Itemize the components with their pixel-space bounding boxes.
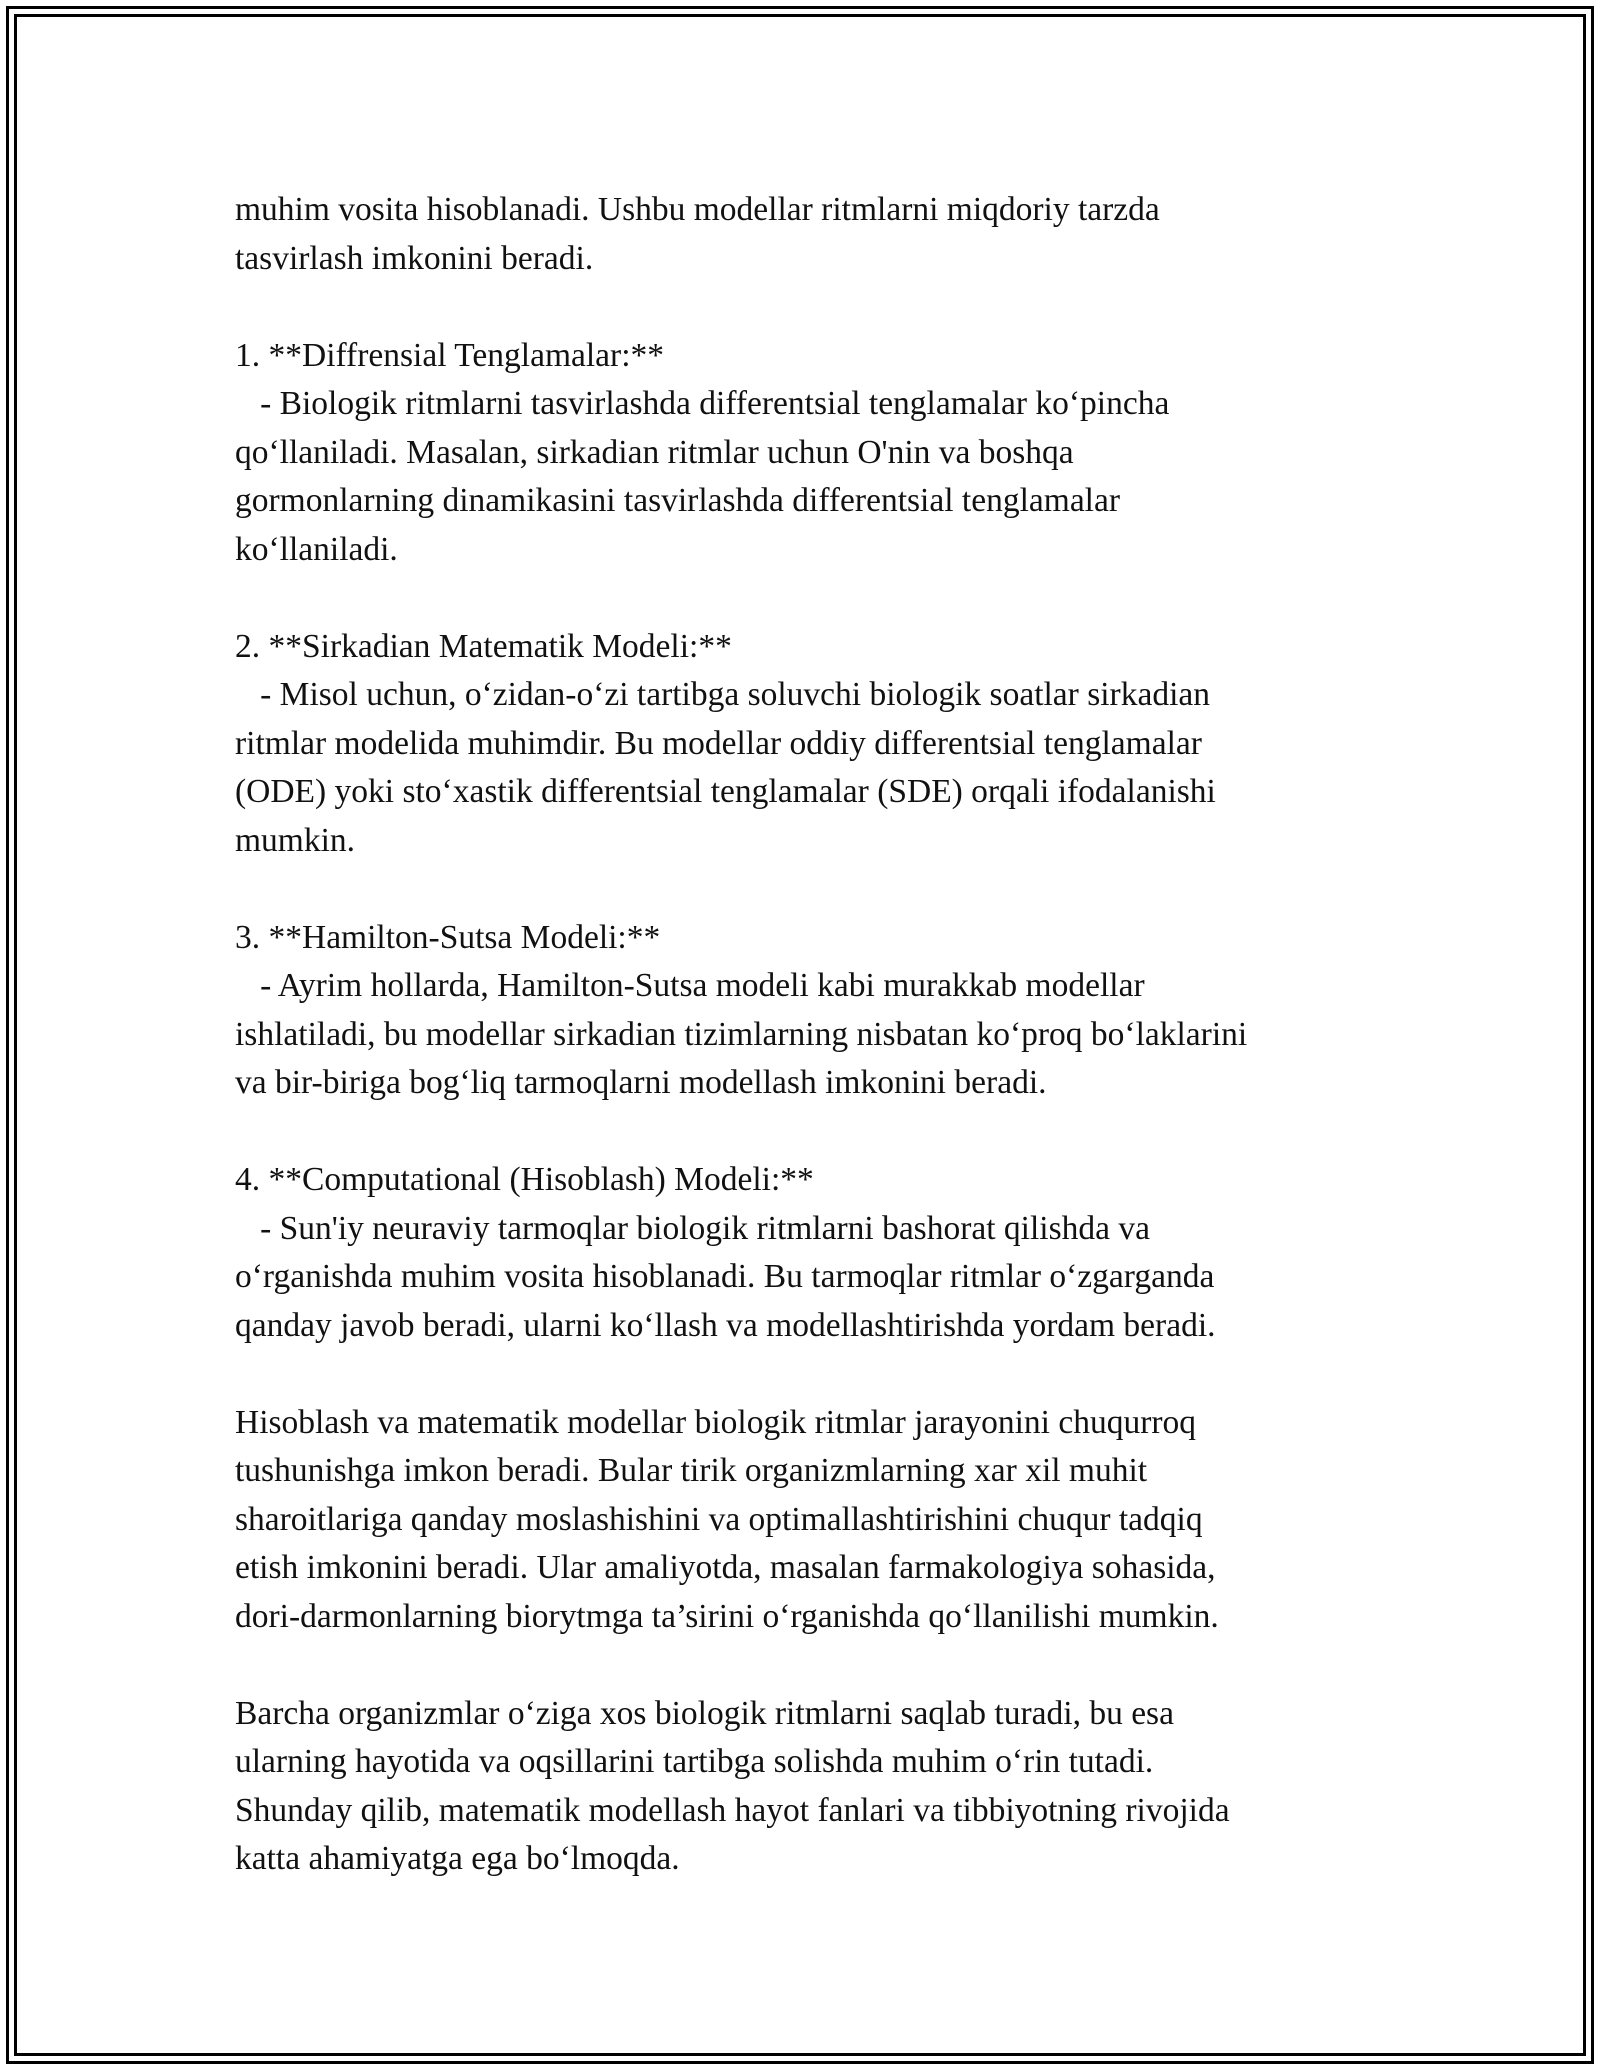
- paragraph-gap: [235, 574, 1385, 623]
- text-line: - Misol uchun, o‘zidan-o‘zi tartibga soluvchi biologik soatlar sirkadian: [235, 676, 1211, 713]
- text-line: katta ahamiyatga ega bo‘lmoqda.: [235, 1840, 680, 1877]
- section-heading: 3. **Hamilton-Sutsa Modeli:**: [235, 918, 661, 956]
- text-line: tushunishga imkon beradi. Bular tirik organizmlarning xar xil muhit: [235, 1452, 1148, 1489]
- text-line: ritmlar modelida muhimdir. Bu modellar oddiy differentsial tenglamalar: [235, 724, 1202, 762]
- section-sirkadian: [235, 623, 1385, 866]
- text-line: etish imkonini beradi. Ular amaliyotda, masalan farmakologiya sohasida,: [235, 1549, 1216, 1586]
- text-line: (ODE) yoki sto‘xastik differentsial tenglamalar (SDE) orqali ifodalanishi: [235, 773, 1216, 810]
- text-line: o‘rganishda muhim vosita hisoblanadi. Bu tarmoqlar ritmlar o‘zgarganda: [235, 1258, 1215, 1295]
- paragraph-gap: [235, 1108, 1385, 1157]
- text-line: ko‘llaniladi.: [235, 530, 398, 568]
- intro-paragraph: [235, 186, 1385, 283]
- text-line: - Ayrim hollarda, Hamilton-Sutsa modeli kabi murakkab modellar: [235, 967, 1145, 1004]
- text-line: muhim vosita hisoblanadi. Ushbu modellar ritmlarni miqdoriy tarzda: [235, 191, 1160, 228]
- paragraph-gap: [235, 865, 1385, 914]
- text-line: va bir-biriga bog‘liq tarmoqlarni modellash imkonini beradi.: [235, 1064, 1047, 1101]
- conclusion-paragraph-2: [235, 1690, 1385, 1884]
- text-line: gormonlarning dinamikasini tasvirlashda differentsial tenglamalar: [235, 482, 1121, 519]
- paragraph-gap: [235, 283, 1385, 332]
- document-body: [235, 186, 1385, 1884]
- conclusion-paragraph-1: [235, 1399, 1385, 1642]
- text-line: mumkin.: [235, 821, 356, 859]
- text-line: - Biologik ritmlarni tasvirlashda differentsial tenglamalar ko‘pincha: [235, 385, 1170, 422]
- text-line: Barcha organizmlar o‘ziga xos biologik ritmlarni saqlab turadi, bu esa: [235, 1694, 1174, 1732]
- text-line: dori-darmonlarning biorytmga ta’sirini o‘rganishda qo‘llanilishi mumkin.: [235, 1597, 1219, 1635]
- text-line: - Sun'iy neuraviy tarmoqlar biologik ritmlarni bashorat qilishda va: [235, 1209, 1151, 1247]
- paragraph-gap: [235, 1350, 1385, 1399]
- section-hamilton: [235, 914, 1385, 1108]
- section-heading: 1. **Diffrensial Tenglamalar:**: [235, 336, 665, 374]
- section-diffrensial: [235, 332, 1385, 575]
- text-line: sharoitlariga qanday moslashishini va optimallashtirishini chuqur tadqiq: [235, 1500, 1203, 1538]
- section-heading: 4. **Computational (Hisoblash) Modeli:**: [235, 1161, 814, 1198]
- section-computational: [235, 1156, 1385, 1350]
- text-line: ishlatiladi, bu modellar sirkadian tizimlarning nisbatan ko‘proq bo‘laklarini: [235, 1015, 1248, 1053]
- paragraph-gap: [235, 1641, 1385, 1690]
- text-line: tasvirlash imkonini beradi.: [235, 239, 594, 277]
- text-line: Shunday qilib, matematik modellash hayot fanlari va tibbiyotning rivojida: [235, 1791, 1230, 1829]
- text-line: ularning hayotida va oqsillarini tartibga solishda muhim o‘rin tutadi.: [235, 1743, 1154, 1780]
- text-line: qanday javob beradi, ularni ko‘llash va modellashtirishda yordam beradi.: [235, 1306, 1216, 1344]
- text-line: Hisoblash va matematik modellar biologik ritmlar jarayonini chuqurroq: [235, 1403, 1197, 1441]
- section-heading: 2. **Sirkadian Matematik Modeli:**: [235, 627, 732, 665]
- text-line: qo‘llaniladi. Masalan, sirkadian ritmlar uchun O'nin va boshqa: [235, 433, 1074, 471]
